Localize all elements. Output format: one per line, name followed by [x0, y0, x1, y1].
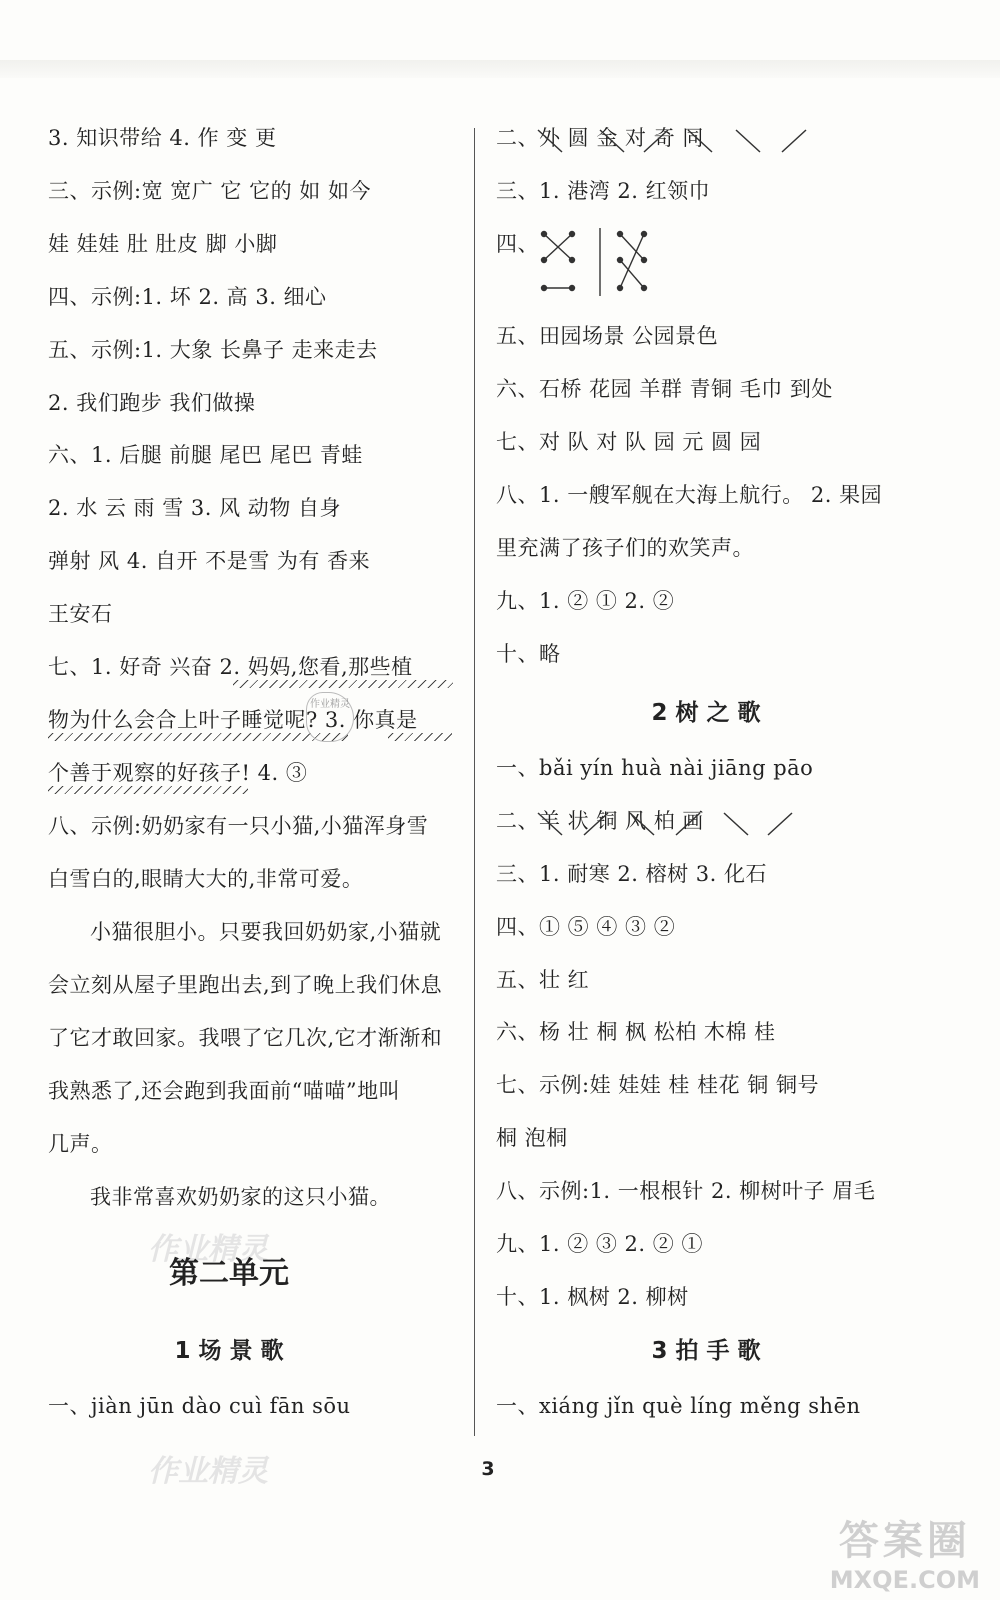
wavy-underline [233, 680, 453, 688]
answer-line: 二、羊 状 铜 风 柏 画 [496, 809, 704, 833]
answer-line: 个善于观察的好孩子! 4. ③ [48, 761, 308, 785]
answer-line: 三、示例:宽 宽广 它 它的 如 如今 [48, 179, 371, 203]
wavy-underline [48, 786, 248, 794]
answer-line: 九、1. ② ③ 2. ② ① [496, 1232, 703, 1256]
answer-line: 八、示例:1. 一根根针 2. 柳树叶子 眉毛 [496, 1179, 876, 1203]
answer-line: 八、1. 一艘军舰在大海上航行。 2. 果园 [496, 483, 883, 507]
answer-line: 五、示例:1. 大象 长鼻子 走来走去 [48, 338, 378, 362]
scan-shadow-band [0, 60, 1000, 78]
answer-line: 我熟悉了,还会跑到我面前“喵喵”地叫 [48, 1079, 401, 1103]
answer-line: 几声。 [48, 1132, 113, 1156]
strike-marks [496, 118, 916, 158]
watermark-text: 作业精灵 [148, 1232, 268, 1267]
watermark-text: 作业精灵 [148, 1454, 268, 1489]
watermark-stamp: 作业精灵 [306, 692, 354, 742]
answer-line: 六、1. 后腿 前腿 尾巴 尾巴 青蛙 [48, 443, 363, 467]
lesson-title: 2 树 之 歌 [651, 700, 761, 726]
site-watermark [830, 1509, 980, 1594]
answer-line: 2. 我们跑步 我们做操 [48, 391, 256, 415]
answer-line: 2. 水 云 雨 雪 3. 风 动物 自身 [48, 496, 341, 520]
answer-line: 一、jiàn jūn dào cuì fān sōu [48, 1394, 351, 1418]
answer-line: 九、1. ② ① 2. ② [496, 589, 675, 613]
answer-line: 了它才敢回家。我喂了它几次,它才渐渐和 [48, 1026, 443, 1050]
answer-line: 一、bǎi yín huà nài jiāng pāo [496, 756, 814, 780]
answer-line: 二、外 圆 金 对 奇 同 [496, 126, 704, 150]
strike-marks [496, 801, 916, 841]
answer-line: 小猫很胆小。只要我回奶奶家,小猫就 [90, 920, 442, 944]
answer-line: 一、xiáng jǐn què líng měng shēn [496, 1394, 861, 1418]
answer-line: 三、1. 港湾 2. 红领巾 [496, 179, 711, 203]
answer-line: 弹射 风 4. 自开 不是雪 为有 香来 [48, 549, 371, 573]
answer-line: 3. 知识带给 4. 作 变 更 [48, 126, 277, 150]
lesson-title: 3 拍 手 歌 [651, 1338, 761, 1364]
answer-line: 十、略 [496, 642, 561, 666]
answer-line: 白雪白的,眼睛大大的,非常可爱。 [48, 867, 364, 891]
answer-line: 我非常喜欢奶奶家的这只小猫。 [90, 1185, 391, 1209]
answer-line: 八、示例:奶奶家有一只小猫,小猫浑身雪 [48, 814, 429, 838]
answer-line: 七、示例:娃 娃娃 桂 桂花 铜 铜号 [496, 1073, 819, 1097]
answer-line: 五、壮 红 [496, 968, 590, 992]
answer-line: 七、1. 好奇 兴奋 2. 妈妈,您看,那些植 [48, 655, 413, 679]
wavy-underline [388, 733, 452, 741]
answer-line: 四、示例:1. 坏 2. 高 3. 细心 [48, 285, 327, 309]
answer-line: 六、石桥 花园 羊群 青铜 毛巾 到处 [496, 377, 833, 401]
matching-lines-diagram [538, 226, 648, 298]
lesson-title: 1 场 景 歌 [174, 1338, 284, 1364]
answer-line: 娃 娃娃 肚 肚皮 脚 小脚 [48, 232, 278, 256]
answer-line: 物为什么会合上叶子睡觉呢? 3. 你真是 [48, 708, 418, 732]
answer-line: 六、杨 壮 桐 枫 松柏 木棉 桂 [496, 1020, 776, 1044]
answer-line: 王安石 [48, 602, 113, 626]
wavy-underline [48, 733, 348, 741]
answer-line: 五、田园场景 公园景色 [496, 324, 719, 348]
answer-line: 十、1. 枫树 2. 柳树 [496, 1285, 689, 1309]
answer-line: 七、对 队 对 队 园 元 圆 园 [496, 430, 762, 454]
answer-line: 三、1. 耐寒 2. 榕树 3. 化石 [496, 862, 767, 886]
site-watermark-cn: 答案圈 [838, 1518, 971, 1564]
site-watermark-url: MXQE.COM [829, 1566, 980, 1594]
answer-line: 四、 [496, 232, 539, 256]
answer-line: 会立刻从屋子里跑出去,到了晚上我们休息 [48, 973, 443, 997]
answer-line: 四、① ⑤ ④ ③ ② [496, 915, 676, 939]
column-divider [474, 128, 475, 1436]
unit-title: 第二单元 [169, 1256, 289, 1291]
page-number: 3 [481, 1458, 495, 1480]
answer-line: 桐 泡桐 [496, 1126, 568, 1150]
answer-line: 里充满了孩子们的欢笑声。 [496, 536, 754, 560]
